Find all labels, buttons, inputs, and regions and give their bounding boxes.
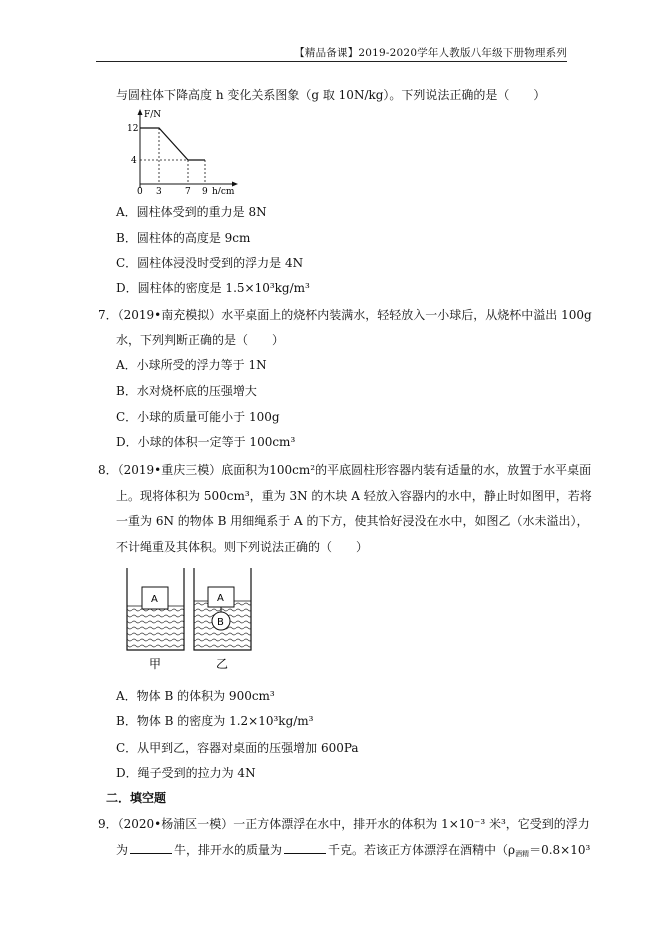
q8-stem-line-2: 上。现将体积为 500cm³，重为 3N 的木块 A 轻放入容器内的水中，静止时如图甲，若将 bbox=[116, 489, 592, 503]
y-axis-arrow bbox=[138, 109, 143, 115]
y-tick-4: 4 bbox=[131, 156, 137, 166]
q6-option-c: C．圆柱体浸没时受到的浮力是 4N bbox=[116, 256, 304, 270]
q7-stem-line-2: 水，下列判断正确的是（ ） bbox=[116, 333, 285, 347]
q9-blank-mass[interactable] bbox=[284, 842, 326, 854]
x-tick-7: 7 bbox=[185, 187, 191, 194]
left-water bbox=[127, 606, 184, 650]
caption-yi: 乙 bbox=[216, 657, 229, 671]
x-tick-3: 3 bbox=[156, 187, 162, 194]
x-tick-0: 0 bbox=[137, 187, 143, 194]
q8-option-c: C．从甲到乙，容器对桌面的压强增加 600Pa bbox=[116, 741, 359, 755]
q7-stem-line-1: 7．（2019•南充模拟）水平桌面上的烧杯内装满水，轻轻放入一小球后，从烧杯中溢出 100g bbox=[98, 308, 592, 322]
q9-blank-buoyancy[interactable] bbox=[130, 842, 172, 854]
y-tick-12: 12 bbox=[127, 124, 139, 134]
q9-stem-line-1: 9．（2020•杨浦区一模）一正方体漂浮在水中，排开水的体积为 1×10⁻³ 米³，它受到的浮力 bbox=[98, 817, 590, 831]
caption-jia: 甲 bbox=[149, 657, 162, 671]
q8-stem-line-3: 一重为 6N 的物体 B 用细绳系于 A 的下方，使其恰好浸没在水中，如图乙（水未溢出）， bbox=[116, 514, 589, 528]
q8-stem-line-1: 8．（2019•重庆三模）底面积为100cm²的平底圆柱形容器内装有适量的水，放置于水平桌面 bbox=[98, 463, 592, 477]
q9-text-a: 为 bbox=[116, 843, 129, 857]
q8-stem-line-4: 不计绳重及其体积。则下列说法正确的（ ） bbox=[116, 540, 369, 554]
q9-rho-subscript: 酒精 bbox=[515, 850, 530, 858]
page-header: 【精品备课】2019-2020学年人教版八年级下册物理系列 bbox=[294, 47, 567, 59]
q7-option-d: D．小球的体积一定等于 100cm³ bbox=[116, 435, 296, 449]
q6-option-a: A．圆柱体受到的重力是 8N bbox=[116, 205, 267, 219]
q7-option-a: A．小球所受的浮力等于 1N bbox=[116, 358, 267, 372]
q6-stem-tail: 与圆柱体下降高度 h 变化关系图象（g 取 10N/kg）。下列说法正确的是（ ） bbox=[116, 88, 546, 102]
q7-option-c: C．小球的质量可能小于 100g bbox=[116, 410, 280, 424]
header-divider bbox=[96, 61, 567, 62]
q8-option-a: A．物体 B 的体积为 900cm³ bbox=[116, 689, 275, 703]
block-a-left-label: A bbox=[151, 594, 158, 605]
q9-stem-line-2 bbox=[116, 841, 590, 859]
force-height-graph bbox=[126, 108, 246, 194]
block-a-right-label: A bbox=[217, 593, 224, 604]
ball-b-label: B bbox=[217, 617, 224, 628]
y-axis-label: F/N bbox=[144, 110, 162, 120]
q8-option-d: D．绳子受到的拉力为 4N bbox=[116, 766, 256, 780]
x-axis-arrow bbox=[232, 182, 238, 187]
q6-option-d: D．圆柱体的密度是 1.5×10³kg/m³ bbox=[116, 281, 310, 295]
q7-option-b: B．水对烧杯底的压强增大 bbox=[116, 384, 257, 398]
beaker-figure bbox=[124, 565, 274, 675]
x-axis-label: h/cm bbox=[212, 187, 235, 194]
force-curve bbox=[140, 128, 205, 160]
section-title-fill-in: 二．填空题 bbox=[106, 791, 167, 805]
q9-text-c: 千克。若该正方体漂浮在酒精中（ρ bbox=[328, 843, 516, 857]
x-tick-9: 9 bbox=[202, 187, 208, 194]
q6-option-b: B．圆柱体的高度是 9cm bbox=[116, 231, 251, 245]
q9-text-b: 牛，排开水的质量为 bbox=[174, 843, 283, 857]
q8-option-b: B．物体 B 的密度为 1.2×10³kg/m³ bbox=[116, 714, 314, 728]
q9-text-d: ＝0.8×10³ bbox=[529, 843, 591, 857]
